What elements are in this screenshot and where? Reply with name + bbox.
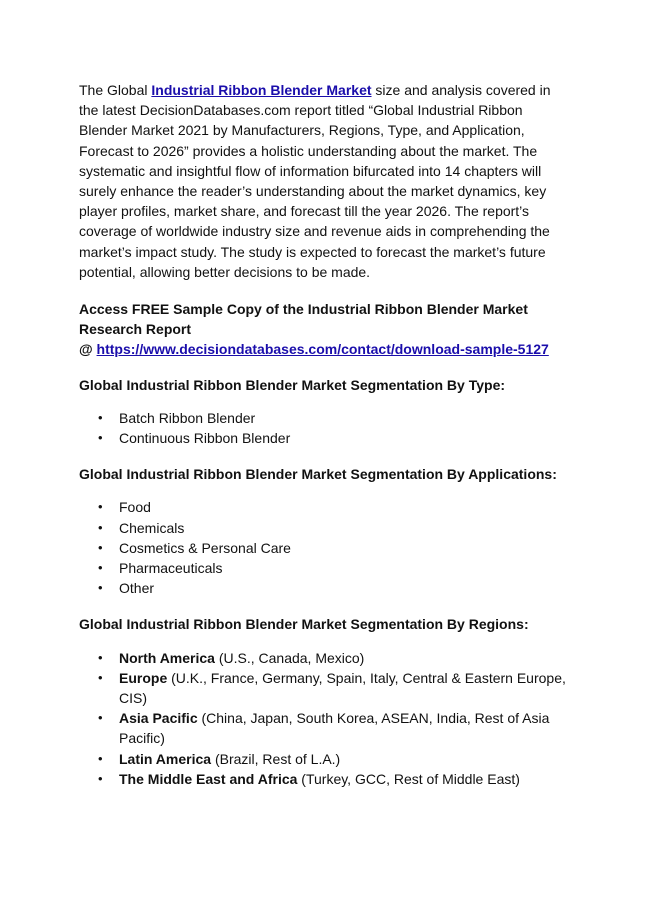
region-name: North America: [119, 649, 215, 666]
list-item: [79, 578, 572, 598]
region-detail: (China, Japan, South Korea, ASEAN, India, Rest of Asia Pacific): [119, 710, 550, 747]
type-item-label: Continuous Ribbon Blender: [119, 430, 291, 447]
region-list: [79, 648, 572, 789]
list-item: [79, 648, 572, 668]
region-segmentation-heading: Global Industrial Ribbon Blender Market Segmentation By Regions:: [79, 616, 529, 633]
list-item: [79, 428, 572, 448]
application-list: [79, 497, 572, 598]
application-item-label: Other: [119, 580, 155, 597]
region-name: Europe: [119, 669, 168, 686]
region-detail: (Turkey, GCC, Rest of Middle East): [297, 770, 520, 787]
intro-paragraph: [79, 80, 572, 282]
type-item-label: Batch Ribbon Blender: [119, 409, 256, 426]
list-item: [79, 497, 572, 517]
at-symbol: @: [79, 341, 97, 358]
region-name: The Middle East and Africa: [119, 770, 298, 787]
bullet-icon: •: [98, 710, 103, 726]
application-item-label: Food: [119, 499, 151, 516]
list-item: [79, 708, 572, 748]
bullet-icon: •: [98, 750, 103, 766]
type-list: [79, 408, 572, 448]
access-sample-block: [79, 299, 572, 360]
region-detail: (Brazil, Rest of L.A.): [211, 750, 341, 767]
list-item: [79, 558, 572, 578]
bullet-icon: •: [98, 669, 103, 685]
intro-prefix: The Global: [79, 82, 152, 98]
intro-body: size and analysis covered in the latest DecisionDatabases.com report titled “Global Industrial Ribbon Blender Market 2021 by Manufacturers, Regions, Type, and Application, Forecast to 2026” provides a holistic understanding about the market. The systematic and insightful flow of information bifurcated into 14 chapters will surely enhance the reader’s understanding about the market dynamics, key player profiles, market share, and forecast till the year 2026. The report’s coverage of worldwide industry size and revenue aids in comprehending the market’s impact study. The study is expected to forecast the market’s future potential, allowing better decisions to be made.: [79, 82, 551, 280]
list-item: [79, 538, 572, 558]
type-segmentation-heading: Global Industrial Ribbon Blender Market Segmentation By Type:: [79, 376, 506, 393]
application-item-label: Chemicals: [119, 519, 185, 536]
list-item: [79, 668, 572, 708]
region-name: Latin America: [119, 750, 212, 767]
bullet-icon: •: [98, 499, 103, 515]
bullet-icon: •: [98, 770, 103, 786]
download-sample-link[interactable]: https://www.decisiondatabases.com/contact/download-sample-5127: [96, 341, 549, 358]
bullet-icon: •: [98, 519, 103, 535]
list-item: [79, 408, 572, 428]
bullet-icon: •: [98, 649, 103, 665]
application-segmentation-heading: Global Industrial Ribbon Blender Market Segmentation By Applications:: [79, 466, 557, 483]
application-item-label: Cosmetics & Personal Care: [119, 539, 291, 556]
bullet-icon: •: [98, 560, 103, 576]
region-detail: (U.K., France, Germany, Spain, Italy, Central & Eastern Europe, CIS): [119, 669, 566, 707]
region-detail: (U.S., Canada, Mexico): [214, 649, 365, 666]
list-item: [79, 749, 572, 769]
list-item: [79, 518, 572, 538]
bullet-icon: •: [98, 409, 103, 425]
market-link[interactable]: Industrial Ribbon Blender Market: [151, 82, 372, 98]
bullet-icon: •: [98, 430, 103, 446]
bullet-icon: •: [98, 539, 103, 555]
region-name: Asia Pacific: [119, 710, 198, 727]
application-item-label: Pharmaceuticals: [119, 560, 223, 577]
bullet-icon: •: [98, 580, 103, 596]
access-sample-text: Access FREE Sample Copy of the Industrial Ribbon Blender Market Research Report: [79, 301, 528, 338]
list-item: [79, 769, 572, 789]
